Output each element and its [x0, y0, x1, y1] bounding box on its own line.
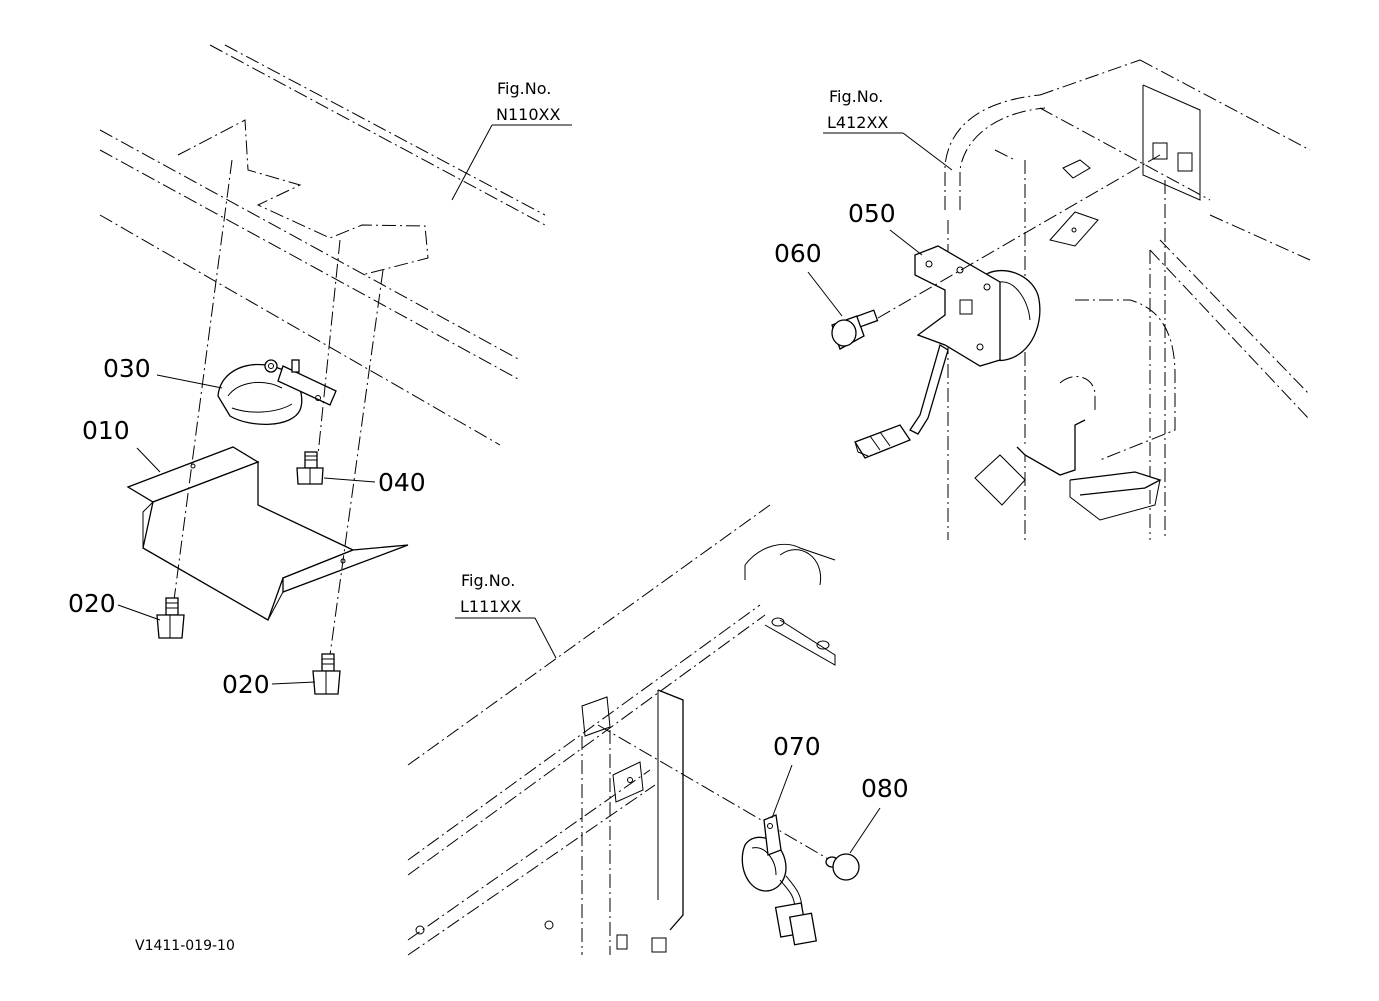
- callout-020-right[interactable]: [222, 670, 315, 699]
- fig-ref-l412-line2: L412XX: [827, 113, 889, 132]
- bolt-060: [832, 310, 878, 349]
- callout-020-left-label: 020: [68, 589, 116, 618]
- fig-ref-n110-line1: Fig.No.: [497, 79, 552, 98]
- callout-020-right-label: 020: [222, 670, 270, 699]
- callout-010[interactable]: [82, 416, 160, 472]
- bolt-020-left: [157, 598, 184, 638]
- callout-030-label: 030: [103, 354, 151, 383]
- callout-080[interactable]: [850, 774, 909, 853]
- callout-060-label: 060: [774, 239, 822, 268]
- drawing-code: V1411-019-10: [135, 938, 235, 954]
- horn-030: [218, 360, 336, 424]
- fig-ref-n110[interactable]: [452, 79, 572, 200]
- bolt-040: [297, 452, 323, 484]
- callout-080-label: 080: [861, 774, 909, 803]
- fig-ref-n110-line2: N110XX: [496, 105, 561, 124]
- buzzer-070: [742, 815, 816, 945]
- fig-ref-l412[interactable]: [823, 87, 952, 170]
- callout-040[interactable]: [324, 468, 426, 497]
- callout-040-label: 040: [378, 468, 426, 497]
- callout-010-label: 010: [82, 416, 130, 445]
- callout-050-label: 050: [848, 199, 896, 228]
- callout-070[interactable]: [772, 732, 821, 818]
- callout-070-label: 070: [773, 732, 821, 761]
- bolt-080: [826, 854, 859, 880]
- callout-060[interactable]: [774, 239, 842, 316]
- bracket-010: [128, 447, 408, 620]
- fig-ref-l111[interactable]: [455, 571, 556, 658]
- fig-ref-l111-line2: L111XX: [460, 597, 522, 616]
- callout-050[interactable]: [848, 199, 922, 255]
- fig-ref-l412-line1: Fig.No.: [829, 87, 884, 106]
- bolt-020-right: [313, 654, 340, 694]
- fig-ref-l111-line1: Fig.No.: [461, 571, 516, 590]
- callout-030[interactable]: [103, 354, 222, 388]
- callout-020-left[interactable]: [68, 589, 160, 620]
